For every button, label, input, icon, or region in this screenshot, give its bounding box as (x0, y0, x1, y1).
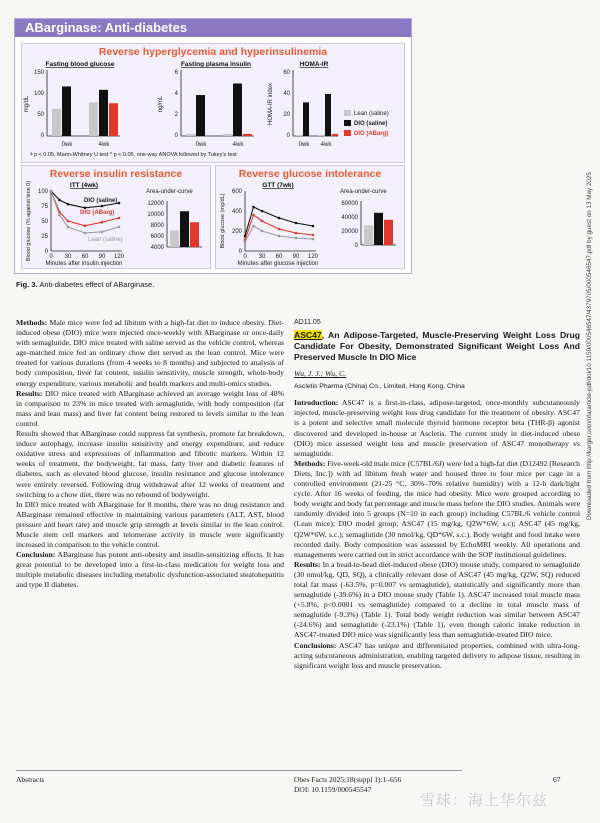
point-1-5 (118, 217, 121, 220)
gtt-auc-ytick-0: 60000 (341, 201, 358, 207)
point-1-2 (67, 220, 70, 223)
point-0-4 (101, 205, 104, 208)
auc-bar-0 (364, 225, 373, 245)
point-1-5 (312, 234, 315, 237)
legend (344, 110, 389, 137)
gtt-xticks (243, 254, 318, 260)
itt-xtick-1: 30 (64, 254, 72, 260)
fbg-ytick-0: 150 (33, 70, 44, 76)
fpi-ytick-2: 2 (174, 112, 178, 118)
point-1-1 (252, 214, 255, 217)
results-paragraph (294, 560, 580, 641)
itt-label-abarg: DIO (ABarg) (80, 210, 115, 216)
fbg-x1: 4wk (98, 142, 110, 148)
left-conclusion (16, 550, 284, 590)
homa-x0: 0wk (298, 142, 310, 148)
abstract-title (294, 330, 580, 363)
gtt-auc-yticks (341, 201, 358, 249)
fbg-ytick-3: 0 (40, 133, 44, 139)
homa-ytick-1: 40 (283, 91, 290, 97)
intro-paragraph (294, 398, 580, 459)
left-results (16, 389, 284, 429)
itt-yticks (38, 189, 49, 255)
itt-ytick-3: 25 (41, 234, 48, 240)
methods-paragraph (294, 459, 580, 560)
legend-dio: DIO (saline) (354, 121, 388, 127)
homa-ytick-3: 0 (286, 133, 290, 139)
top-panel-charts (22, 60, 404, 160)
left-column (16, 318, 284, 591)
abstract-id: AD11.05 (294, 319, 321, 326)
gtt-ytick-3: 0 (238, 249, 242, 255)
bottom-left-title: Reverse insulin resistance (49, 168, 183, 180)
itt-xticks (49, 254, 124, 260)
fbg-x0: 0wk (61, 142, 73, 148)
homa-title: HOMA-IR (299, 61, 329, 68)
gtt-ylabel: Blood glucose (mg/dL) (220, 193, 226, 249)
caption-text: Anti-diabetes effect of ABarginase. (37, 280, 155, 289)
homa-ytick-0: 60 (283, 70, 290, 76)
fbg-yticks (34, 70, 45, 139)
legend-lean: Lean (saline) (354, 111, 389, 117)
bar-1-1 (325, 94, 331, 136)
figure-3 (14, 18, 412, 274)
fpi-bars (186, 84, 252, 137)
fpi-title: Fasting plasma insulin (180, 61, 252, 68)
bar-1-0 (303, 102, 309, 136)
itt-xtick-4: 120 (113, 254, 125, 260)
series-line-0 (245, 207, 313, 236)
point-2-2 (67, 226, 70, 229)
point-2-4 (295, 237, 298, 240)
bar-0-1 (89, 102, 98, 136)
point-2-1 (252, 225, 255, 228)
point-2-3 (278, 235, 281, 238)
bar-2-1 (332, 134, 338, 136)
point-1-2 (261, 220, 264, 223)
point-0-2 (261, 210, 264, 213)
auc-bar-2 (190, 222, 199, 247)
bar-0-0 (52, 109, 61, 136)
point-2-3 (84, 232, 87, 235)
fbg-ytick-1: 100 (33, 91, 44, 97)
point-1-3 (84, 225, 87, 228)
fpi-yticks (175, 70, 179, 139)
point-1-3 (278, 228, 281, 231)
gtt-auc-ytick-1: 40000 (341, 215, 358, 221)
r-results-text: In a head-to-head diet-induced obese (DIO) mouse study, compared to semaglutide (30 nmol/kg, QD, SQ), a clinically relevant dose of ASC47 (45 mg/kg, Q2W, SQ) reduced total fat mass (-63.5%, p=0.007 vs semaglutide), statistically and significantly more than semaglutide (-39.6%) in a DIO mouse study (Table 1). ASC47 increased total muscle mass (+5.8%, p<0.0001 vs semaglutide) compared to a decline in total muscle mass of semaglutide (-9.3%) (Table 1). Total body weight reduction was similar between ASC47 (-24.6%) and semaglutide (-23.1%) (Table 1), even though caloric intake reduction in ASC47-treated DIO mice was significantly less than semaglutide-treated DIO mice. (294, 559, 580, 640)
gtt-xtick-3: 90 (292, 254, 300, 260)
gtt-ytick-1: 400 (231, 209, 242, 215)
conclusions-paragraph (294, 641, 580, 671)
left-results-3: In DIO mice treated with ABarginase for 8 months, there was no drug resistance and ABarginase remained effective in maintaining various parameters (ALT, AST, blood pressure and heart rate) and muscle grip strength at levels similar to the lean control. Muscle stem cell markers and telomerase activity in muscle were significantly increased in comparison to the vehicle control. (16, 499, 284, 550)
bar-1-1 (99, 90, 108, 136)
point-1-4 (101, 221, 104, 224)
footer-doi: DOI: 10.1159/000545547 (294, 785, 372, 794)
itt-auc-ytick-0: 12000 (147, 201, 164, 207)
results-text-1: DIO mice treated with ABarginase achieved an average weight loss of 48% in comparison to 23% in mice treated with semaglutide, with body composition (fat mass and lean mass) and liver fat content being restored to levels similar to the lean control. (16, 388, 284, 428)
bar-1-1 (233, 84, 242, 137)
bottom-right-title: Reverse glucose intolerance (238, 168, 382, 180)
r-results-label: Results: (294, 559, 321, 569)
intro-text: ASC47 is a first-in-class, adipose-targeted, once-monthly subcutaneously injected, muscle-preserving weight loss drug candidate for the treatment of obesity. ASC47 is a potent and selective small molecule thyroid hormone receptor beta (THR-β) agonist discovered and developed in-house at Ascletis. The current study in diet-induced obese (DIO) mice assessed weight loss and muscle preservation of ASC47 monotherapy vs semaglutide. (294, 398, 580, 458)
fpi-ylabel: ng/mL (158, 95, 164, 113)
legend-dio-swatch (344, 120, 351, 126)
point-0-1 (252, 206, 255, 209)
fpi-ytick-0: 6 (174, 70, 178, 76)
r-methods-text: Five-week-old male mice (C57BL/6J) were fed a high-fat diet (D12492 [Research Diets, Inc.]) with ad libitum fresh water and housed three to four mice per cage in a controlled environment (21-25 °C, 30%–70% relative humidity) with a 12-h dark/light cycle. After 16 weeks of feeding, the mice had obesity. Mice were grouped according to body weight and body fat percentage and muscle mass before the DIO studies. Animals were randomly divided into 5 groups (N=10 in each group) including C57BL/6 vehicle control (Lean mice); DIO model group; ASC47 (15 mg/kg, Q2W*6W, s.c); ASC47 (45 mg/kg, Q2W*6W, s.c.); semaglutide (30 nmol/kg, QD*6W, s.c.). Body weight and food intake were recorded daily. Body composition was assessed by EchoMRI weekly. All operations and managements were carried out in strict accordance with the SOP institutional guidelines. (294, 458, 580, 559)
itt-auc-label: Area-under-curve (146, 189, 193, 195)
results-label: Results: (16, 388, 43, 398)
fpi-x0: 0wk (195, 142, 207, 148)
point-0-4 (295, 222, 298, 225)
r-methods-label: Methods: (294, 458, 326, 468)
top-panel-title: Reverse hyperglycemia and hyperinsulinemia (98, 46, 328, 58)
figure-caption (16, 280, 154, 289)
footer-journal: Obes Facts 2025;18(suppl 1):1–656 (294, 775, 402, 784)
title-rest: , An Adipose-Targeted, Muscle-Preserving Weight Loss Drug Candidate For Obesity, Demonstrated Significant Weight Loss And Preserved Muscle In DIO Mice (294, 330, 580, 363)
homa-yticks (283, 70, 290, 139)
fpi-ytick-1: 4 (174, 91, 178, 97)
point-2-5 (118, 226, 121, 229)
itt-auc-yticks (147, 201, 164, 251)
point-2-1 (58, 214, 61, 217)
footer-rule (16, 770, 462, 771)
bar-0-0 (186, 134, 195, 136)
gtt-ytick-0: 600 (231, 189, 242, 195)
itt-ytick-2: 50 (41, 219, 48, 225)
gtt-auc-bars (364, 213, 393, 245)
left-methods (16, 318, 284, 389)
auc-bar-1 (374, 213, 383, 245)
bottom-left-panel (21, 165, 211, 269)
legend-abarg-swatch (344, 130, 351, 136)
itt-label-lean: Lean (saline) (88, 237, 123, 243)
bar-2-1 (109, 103, 118, 136)
fbg-title: Fasting blood glucose (45, 61, 115, 68)
r-conclusions-text: ASC47 has unique and differentiated properties, combined with ultra-long-acting subcutaneous administration, enabling targeted delivery to adipose tissue, resulting in significant weight loss and muscle preservation. (294, 640, 580, 670)
itt-label-dio: DIO (saline) (84, 198, 118, 204)
itt-ytick-0: 100 (37, 189, 48, 195)
abstract-affiliation: Ascletis Pharma (China) Co., Limited, Hong Kong, China (294, 383, 465, 391)
point-0-3 (84, 207, 87, 210)
bar-1-0 (196, 95, 205, 136)
gtt-xlabel: Minutes after glucose injection (237, 261, 319, 267)
itt-auc-ytick-2: 8000 (150, 223, 164, 229)
point-2-4 (101, 231, 104, 234)
point-1-4 (295, 232, 298, 235)
itt-ytick-1: 75 (41, 204, 48, 210)
point-0-5 (118, 202, 121, 205)
top-panel (21, 43, 405, 163)
conclusion-text: ABarginase has potent anti-obesity and insulin-sensitizing effects. It has great potential to be developed into a first-in-class medication for weight loss and multiple metabolic diseases including metabolic dysfunction-associated steatohepatitis and type II diabetes. (16, 550, 284, 590)
homa-x1: 4wk (320, 142, 332, 148)
fbg-ylabel: mg/dL (24, 95, 30, 113)
gtt-yticks (232, 189, 243, 255)
point-0-3 (278, 217, 281, 220)
point-0-5 (312, 225, 315, 228)
right-column (294, 318, 580, 671)
fbg-ytick-2: 50 (37, 112, 44, 118)
title-highlight: ASC47 (294, 330, 322, 341)
itt-xtick-2: 60 (81, 254, 89, 260)
legend-lean-swatch (344, 110, 351, 116)
gtt-charts (216, 181, 404, 267)
point-2-0 (50, 190, 53, 193)
bar-2-1 (243, 134, 252, 136)
fpi-ytick-3: 0 (174, 133, 178, 139)
gtt-xtick-2: 60 (275, 254, 283, 260)
gtt-auc-label: Area-under-curve (340, 189, 387, 195)
intro-label: Introduction: (294, 398, 339, 408)
download-stamp: Downloaded from http://karger.com/ofa/article-pdf/doi/10.1159/000546547/4379705/000546547.pdf by guest on 13 May 2025 (586, 172, 593, 520)
auc-bar-1 (180, 211, 189, 247)
abstract-authors: Wu, J. J.; Wu, C. (294, 369, 347, 379)
point-2-0 (244, 241, 247, 244)
footnote: ᵠ p < 0.05, Mann-Whitney U test * p < 0.05, one-way ANOVA followed by Tukey's test (30, 152, 237, 158)
point-2-5 (312, 238, 315, 241)
fbg-bars (52, 86, 118, 136)
methods-label: Methods: (16, 318, 48, 327)
itt-auc-ytick-1: 10000 (147, 212, 164, 218)
bottom-right-panel (215, 165, 405, 269)
caption-label: Fig. 3. (16, 280, 38, 289)
auc-bar-0 (170, 231, 179, 248)
itt-xtick-3: 90 (98, 254, 106, 260)
fpi-x1: 4wk (232, 142, 244, 148)
r-conclusions-label: Conclusions: (294, 640, 337, 650)
itt-charts (22, 181, 210, 267)
itt-auc-ytick-4: 4000 (150, 245, 164, 251)
gtt-xtick-4: 120 (307, 254, 319, 260)
page-number: 67 (553, 775, 561, 784)
itt-auc-bars (170, 211, 199, 247)
figure-header: ABarginase: Anti-diabetes (15, 19, 411, 37)
conclusion-label: Conclusion: (16, 550, 56, 560)
gtt-lines (244, 206, 315, 244)
auc-bar-2 (384, 220, 393, 245)
point-2-2 (261, 230, 264, 233)
itt-xlabel: Minutes after insulin injection (45, 261, 123, 267)
itt-title: ITT (4wk) (69, 182, 99, 189)
homa-ytick-2: 20 (283, 112, 290, 118)
homa-ylabel: HOMA-IR index (268, 82, 274, 126)
watermark: 雪球：海上华尔兹 (420, 791, 549, 809)
bar-1-0 (62, 86, 71, 136)
left-results-2: Results showed that ABarginase could suppress fat synthesis, promote fat breakdown, induce autophagy, increase insulin sensitivity and energy expenditure, and reduce oxidative stress and expressions of inflammation and fibrotic markers. Within 12 weeks of treatment, the bodyweight, fat mass, fatty liver and diabetic features of diabetes, such as elevated blood glucose, insulin resistance and glucose intolerance were entirely reversed. Following drug withdrawal after 12 weeks of treatment and switching to a chow diet, there was no rebound of bodyweight. (16, 429, 284, 499)
gtt-auc-ytick-3: 0 (354, 243, 358, 249)
itt-ylabel: Blood glucose (% against time 0) (26, 181, 32, 262)
bar-0-1 (223, 134, 232, 136)
point-0-2 (67, 203, 70, 206)
itt-xtick-0: 0 (49, 254, 53, 260)
itt-auc-ytick-3: 6000 (150, 234, 164, 240)
gtt-ytick-2: 200 (231, 229, 242, 235)
homa-bars (296, 94, 338, 136)
gtt-xtick-1: 30 (258, 254, 266, 260)
point-0-1 (58, 199, 61, 202)
methods-text: Male mice were fed ad libitum with a high-fat diet to induce obesity. Diet-induced obese (DIO) mice were injected once-weekly with ABarginase or once-daily with semaglutide, DIO mice treated with saline served as the vehicle control, whereas age-matched mice fed an ordinary chow diet served as the lean control. Mice were treated for various durations (from 4 weeks to 8 months) and subjected to analysis of body composition, liver fat content, insulin sensitivity, muscle strength, whole-body energy expenditure, various metabolic and health markers and multi-omics studies. (16, 318, 284, 388)
bar-0-1 (318, 135, 324, 136)
bar-0-0 (296, 135, 302, 136)
footer-section: Abstracts (16, 775, 45, 784)
gtt-title: GTT (7wk) (262, 182, 294, 189)
itt-ytick-4: 0 (44, 249, 48, 255)
gtt-auc-ytick-2: 20000 (341, 229, 358, 235)
legend-abarg: DIO (ABarg) (354, 131, 389, 137)
gtt-xtick-0: 0 (243, 254, 247, 260)
